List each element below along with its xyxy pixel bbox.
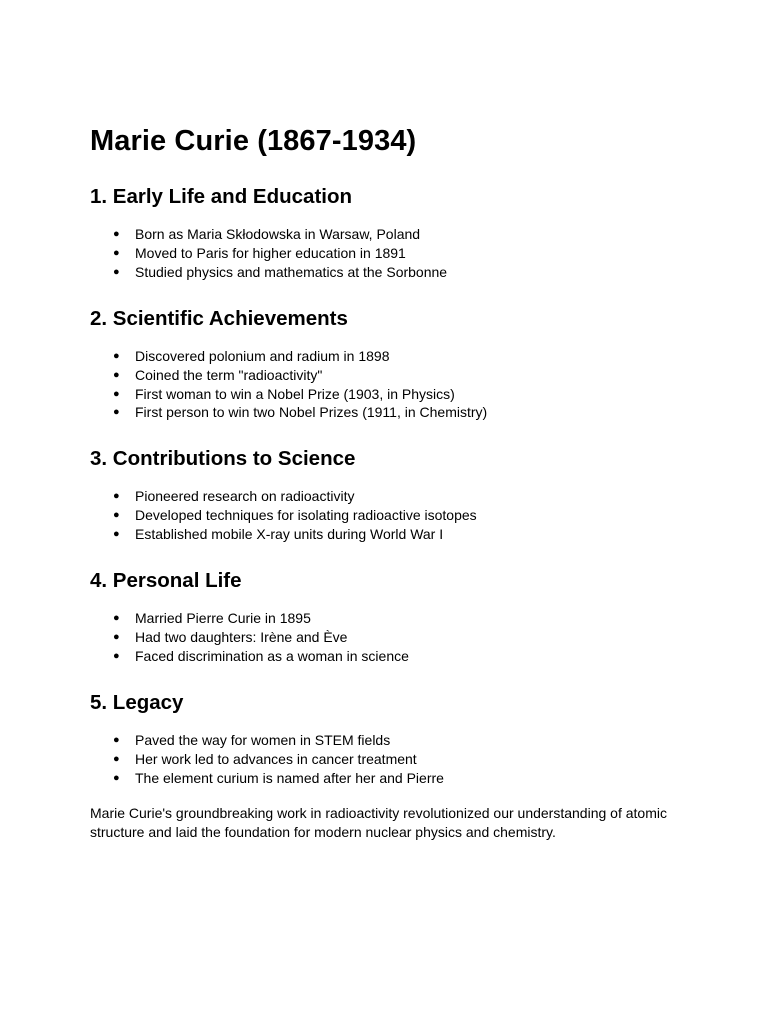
section-heading: 5. Legacy [90,690,184,714]
bullet-icon: ● [113,752,120,765]
bullet-icon: ● [113,246,120,259]
list-item-text: Developed techniques for isolating radioactive isotopes [135,507,477,524]
bullet-icon: ● [113,387,120,400]
list-item [90,506,690,525]
section-heading: 4. Personal Life [90,569,242,593]
list-item-text: First woman to win a Nobel Prize (1903, in Physics) [135,385,455,402]
document-page [90,124,690,843]
bullet-list [90,487,690,544]
bullet-icon: ● [113,528,120,541]
list-item-text: The element curium is named after her and Pierre [135,769,444,786]
list-item [90,525,690,544]
bullet-list [90,225,690,282]
list-item-text: Studied physics and mathematics at the Sorbonne [135,263,448,280]
list-item [90,385,690,404]
list-item [90,609,690,628]
list-item-text: Moved to Paris for higher education in 1891 [135,244,406,261]
list-item [90,225,690,244]
list-item [90,244,690,263]
list-item-text: Married Pierre Curie in 1895 [135,610,311,627]
section-contributions [90,446,690,544]
list-item-text: First person to win two Nobel Prizes (1911, in Chemistry) [135,404,488,421]
bullet-list [90,609,690,666]
bullet-icon: ● [113,612,120,625]
list-item-text: Established mobile X-ray units during World War I [135,526,444,543]
section-heading: 1. Early Life and Education [90,185,353,208]
list-item-text: Paved the way for women in STEM fields [135,731,391,748]
bullet-icon: ● [113,368,120,381]
list-item [90,750,690,769]
list-item-text: Discovered polonium and radium in 1898 [135,347,390,364]
bullet-icon: ● [113,630,120,643]
list-item [90,403,690,422]
section-scientific-achievements [90,306,690,423]
list-item-text: Her work led to advances in cancer treatment [135,750,417,767]
bullet-icon: ● [113,490,120,503]
list-item-text: Pioneered research on radioactivity [135,488,355,505]
bullet-icon: ● [113,649,120,662]
list-item [90,731,690,750]
list-item-text: Coined the term "radioactivity" [135,366,323,383]
bullet-icon: ● [113,406,120,419]
bullet-icon: ● [113,349,120,362]
bullet-icon: ● [113,265,120,278]
section-heading: 2. Scientific Achievements [90,306,348,330]
list-item-text: Born as Maria Skłodowska in Warsaw, Poland [135,226,421,242]
conclusion-paragraph: Marie Curie's groundbreaking work in radioactivity revolutionized our understanding of atomic structure and laid the foundation for modern nuclear physics and chemistry. [90,804,667,840]
bullet-icon: ● [113,771,120,784]
bullet-icon: ● [113,733,120,746]
bullet-icon: ● [113,509,120,522]
list-item [90,487,690,506]
section-personal-life [90,568,690,666]
list-item [90,366,690,385]
list-item [90,628,690,647]
bullet-icon: ● [113,228,120,240]
section-heading: 3. Contributions to Science [90,447,356,471]
list-item [90,347,690,366]
document-title: Marie Curie (1867-1934) [90,125,417,157]
section-legacy [90,690,690,788]
list-item-text: Faced discrimination as a woman in science [135,647,409,664]
bullet-list [90,347,690,423]
bullet-list [90,731,690,788]
list-item [90,263,690,282]
list-item-text: Had two daughters: Irène and Ève [135,628,348,645]
list-item [90,769,690,788]
list-item [90,647,690,666]
section-early-life [90,184,690,282]
